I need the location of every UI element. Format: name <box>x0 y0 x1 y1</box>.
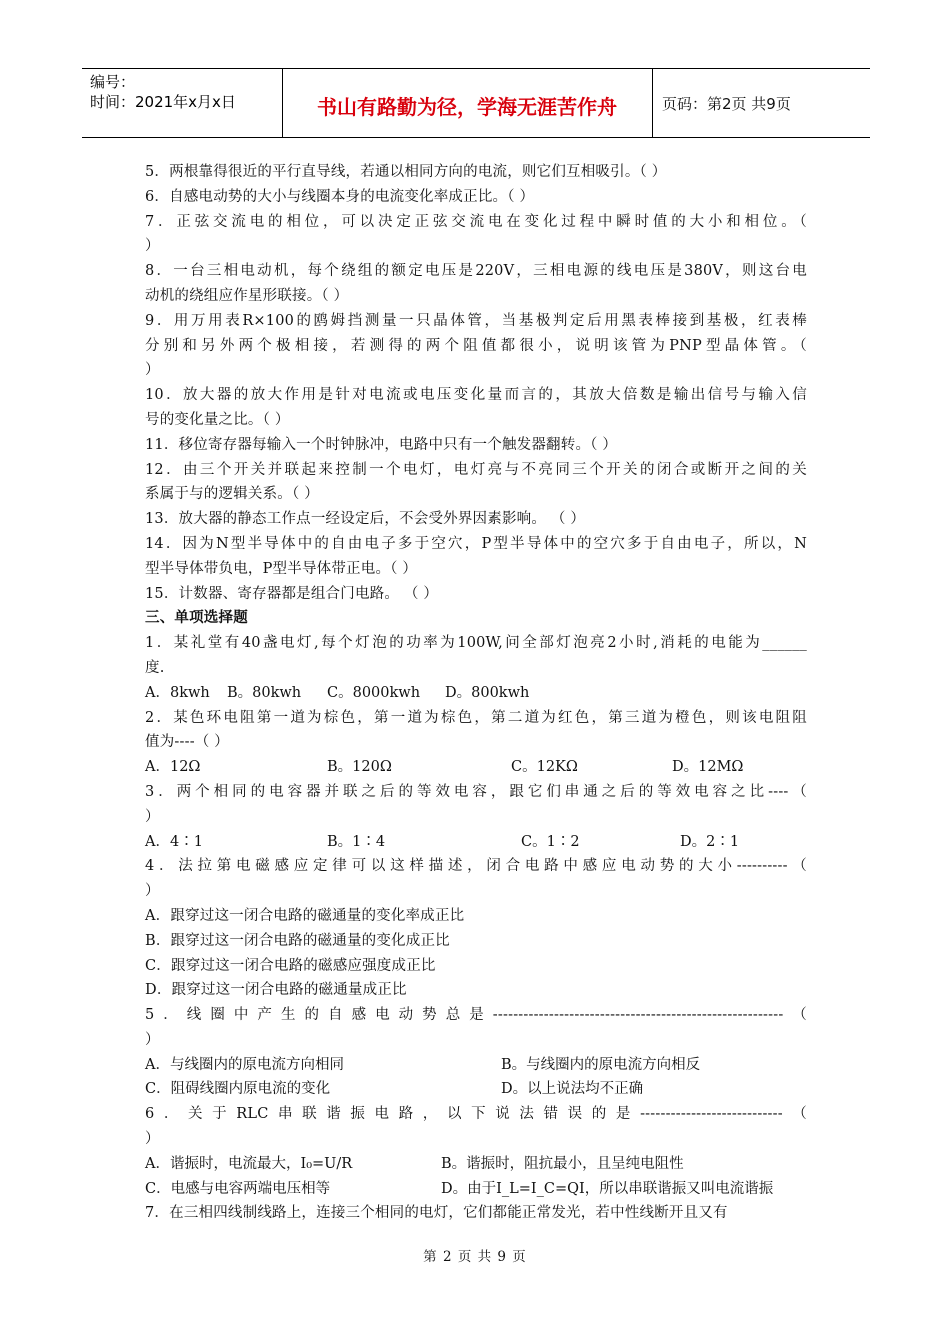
question-stem-line: 2．某色环电阻第一道为棕色，第一道为棕色，第二道为红色，第三道为橙色，则该电阻阻 <box>145 709 807 726</box>
option-text: A．12Ω <box>145 759 201 776</box>
option-row <box>145 1053 807 1078</box>
header-left-cell <box>82 69 283 137</box>
judge-item-line: 14．因为N型半导体中的自由电子多于空穴，P型半导体中的空穴多于自由电子，所以，N <box>145 535 807 552</box>
question-stem-line: 度. <box>145 659 165 676</box>
judge-item-line: 5．两根靠得很近的平行直导线，若通以相同方向的电流，则它们互相吸引。（ ） <box>145 164 667 180</box>
option-row <box>145 1152 807 1177</box>
question-stem-line: 4．法拉第电磁感应定律可以这样描述，闭合电路中感应电动势的大小----------（ <box>145 858 807 875</box>
option-text: C．电感与电容两端电压相等 <box>145 1180 331 1197</box>
judge-item-line: 10．放大器的放大作用是针对电流或电压变化量而言的，其放大倍数是输出信号与输入信 <box>145 387 807 404</box>
question-stem-line: 7．在三相四线制线路上，连接三个相同的电灯，它们都能正常发光，若中性线断开且又有 <box>145 1205 728 1222</box>
option-line: C．跟穿过这一闭合电路的磁感应强度成正比 <box>145 957 436 974</box>
option-text: A．谐振时，电流最大，I₀=U/R <box>145 1155 353 1172</box>
option-row <box>145 755 807 780</box>
page-footer: 第 2 页 共 9 页 <box>423 1249 527 1265</box>
judge-item-line: 动机的绕组应作星形联接。（ ） <box>145 287 349 304</box>
option-text: B。谐振时，阻抗最小，且呈纯电阻性 <box>441 1155 684 1172</box>
judge-item-line: 15．计数器、寄存器都是组合门电路。 （ ） <box>145 585 439 602</box>
question-stem-line: ） <box>145 1131 160 1148</box>
option-text: A．与线圈内的原电流方向相同 <box>145 1056 344 1073</box>
judge-item-line: ） <box>145 362 160 379</box>
judge-item-line: 9．用万用表R×100的鸥姆挡测量一只晶体管，当基极判定后用黑表棒接到基极，红表棒 <box>145 312 807 329</box>
option-text: D。12MΩ <box>672 759 744 776</box>
page-number-label: 页码：第2页 共9页 <box>662 95 791 113</box>
option-line: D．跟穿过这一闭合电路的磁通量成正比 <box>145 982 407 999</box>
section-title: 三、单项选择题 <box>145 609 248 627</box>
question-stem-line: 1．某礼堂有40盏电灯,每个灯泡的功率为100W,问全部灯泡亮2小时,消耗的电能为______ <box>145 635 807 652</box>
option-row <box>145 1177 807 1202</box>
motto-text: 书山有路勤为径，学海无涯苦作舟 <box>317 95 617 119</box>
option-line: A．跟穿过这一闭合电路的磁通量的变化率成正比 <box>145 907 465 924</box>
question-stem-line: 6．关于RLC串联谐振电路，以下说法错误的是----------------------------（ <box>145 1106 807 1123</box>
header-motto-cell <box>282 69 653 137</box>
judge-item-line: 6．自感电动势的大小与线圈本身的电流变化率成正比。（ ） <box>145 188 535 205</box>
question-stem-line: ） <box>145 808 160 825</box>
judge-item-line: ） <box>145 238 160 255</box>
question-stem-line: ） <box>145 883 160 900</box>
option-text: C。8000kwh <box>327 684 421 701</box>
option-text: B。120Ω <box>327 759 392 776</box>
judge-item-line: 12．由三个开关并联起来控制一个电灯，电灯亮与不亮同三个开关的闭合或断开之间的关 <box>145 461 807 478</box>
page-header <box>82 68 870 138</box>
question-stem-line: 5．线圈中产生的自感电动势总是---------------------------------------------------------（ <box>145 1007 807 1024</box>
judge-item-line: 型半导体带负电，P型半导体带正电。（ ） <box>145 560 418 577</box>
option-text: D。800kwh <box>445 684 530 701</box>
question-stem-line: 值为----（ ） <box>145 734 230 751</box>
judge-item-line: 11．移位寄存器每输入一个时钟脉冲，电路中只有一个触发器翻转。（ ） <box>145 436 618 453</box>
option-row <box>145 1077 807 1102</box>
option-line: B．跟穿过这一闭合电路的磁通量的变化成正比 <box>145 932 450 949</box>
option-text: B。80kwh <box>227 684 302 701</box>
option-text: B。1∶4 <box>327 833 386 850</box>
option-text: B。与线圈内的原电流方向相反 <box>501 1056 701 1073</box>
doc-date-label: 时间：2021年x月x日 <box>90 93 236 111</box>
question-stem-line: ） <box>145 1031 160 1048</box>
option-text: C。12KΩ <box>511 759 578 776</box>
option-text: D。2∶1 <box>680 833 740 850</box>
option-row <box>145 830 807 855</box>
option-text: D。由于I_L=I_C=QI，所以串联谐振又叫电流谐振 <box>441 1180 774 1197</box>
option-text: C．阻碍线圈内原电流的变化 <box>145 1081 331 1098</box>
judge-item-line: 系属于与的逻辑关系。（ ） <box>145 486 319 503</box>
question-stem-line: 3．两个相同的电容器并联之后的等效电容，跟它们串通之后的等效电容之比----（ <box>145 783 807 800</box>
option-row <box>145 681 807 706</box>
option-text: C。1∶2 <box>521 833 580 850</box>
option-text: A．4∶1 <box>145 833 203 850</box>
doc-number-label: 编号： <box>90 73 136 91</box>
option-text: D。以上说法均不正确 <box>501 1081 644 1098</box>
judge-item-line: 7．正弦交流电的相位，可以决定正弦交流电在变化过程中瞬时值的大小和相位。（ <box>145 213 807 230</box>
judge-item-line: 号的变化量之比。（ ） <box>145 411 290 428</box>
judge-item-line: 8．一台三相电动机，每个绕组的额定电压是220V，三相电源的线电压是380V，则这台电 <box>145 263 807 280</box>
judge-item-line: 13．放大器的静态工作点一经设定后，不会受外界因素影响。 （ ） <box>145 511 586 528</box>
document-body <box>145 160 807 1226</box>
judge-item-line: 分别和另外两个极相接，若测得的两个阻值都很小，说明该管为PNP型晶体管。（ <box>145 337 807 354</box>
header-page-cell <box>652 69 870 137</box>
option-text: A．8kwh <box>145 684 210 701</box>
